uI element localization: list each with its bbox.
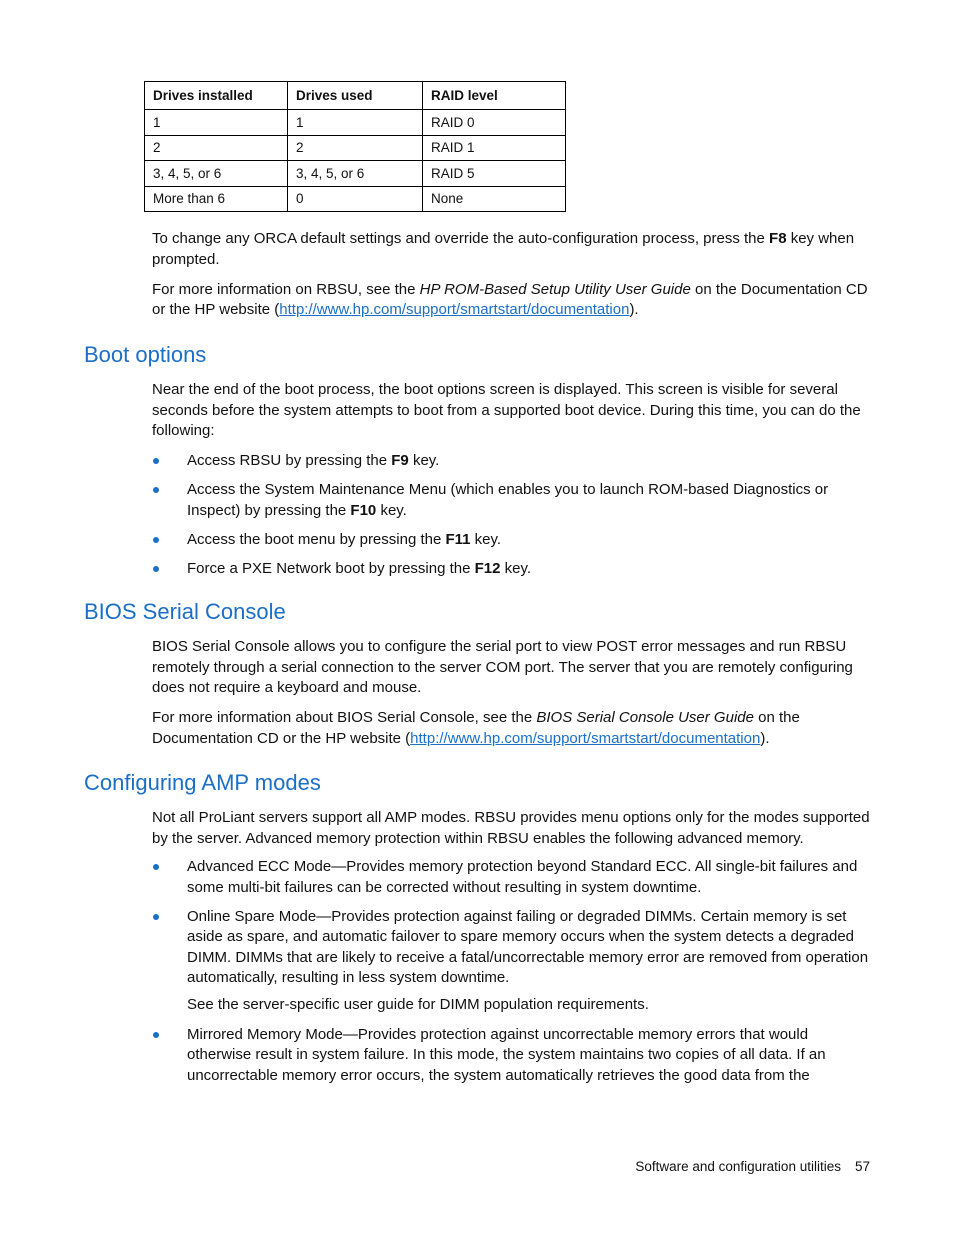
list-item: Advanced ECC Mode—Provides memory protection beyond Standard ECC. All single-bit failures and some multi-bit failures can be corrected without resulting in system downtime. [152, 857, 872, 898]
table-cell: RAID 5 [423, 161, 566, 187]
table-cell: 2 [288, 135, 423, 161]
table-cell: 1 [145, 110, 288, 136]
bios-serial-console-heading: BIOS Serial Console [84, 599, 286, 624]
intro-section [152, 229, 872, 321]
table-header-row [145, 82, 566, 110]
table-cell: 2 [145, 135, 288, 161]
table-row [145, 186, 566, 212]
table-cell: More than 6 [145, 186, 288, 212]
raid-table [144, 81, 566, 212]
page-footer [635, 1159, 870, 1174]
table-cell: 3, 4, 5, or 6 [288, 161, 423, 187]
table-row [145, 110, 566, 136]
boot-options-section [152, 380, 872, 579]
bullet-icon [153, 914, 159, 920]
table-header-cell: Drives installed [145, 82, 288, 110]
bios-serial-console-section [152, 637, 872, 749]
guide-title: HP ROM-Based Setup Utility User Guide [419, 280, 691, 298]
guide-title: BIOS Serial Console User Guide [536, 709, 754, 726]
table-row [145, 161, 566, 187]
table-cell: 0 [288, 186, 423, 212]
list-item: Access the System Maintenance Menu (which enables you to launch ROM-based Diagnostics or Inspect) by pressing the F10 key. [152, 480, 872, 521]
bullet-icon [153, 487, 159, 493]
boot-paragraph: Near the end of the boot process, the boot options screen is displayed. This screen is visible for several seconds before the system attempts to boot from a supported boot device. During this time, you can do the following: [152, 381, 861, 439]
configuring-amp-modes-heading: Configuring AMP modes [84, 770, 321, 795]
table-row [145, 135, 566, 161]
page-number: 57 [854, 1159, 870, 1174]
amp-modes-list [152, 857, 872, 1086]
list-item: Force a PXE Network boot by pressing the F12 key. [152, 559, 872, 580]
amp-paragraph: Not all ProLiant servers support all AMP modes. RBSU provides menu options only for the modes supported by the server. Advanced memory protection within RBSU enables the following advanced memory. [152, 809, 870, 847]
list-item: Access RBSU by pressing the F9 key. [152, 451, 872, 472]
bios-info-paragraph: For more information about BIOS Serial Console, see the BIOS Serial Console User Guide on the Documentation CD or the HP website (http://www.hp.com/support/smartstart/documentation). [152, 709, 800, 747]
orca-paragraph: To change any ORCA default settings and override the auto-configuration process, press the F8 key when prompted. [152, 230, 855, 268]
boot-options-list [152, 451, 872, 579]
table-cell: None [423, 186, 566, 212]
rbsu-info-paragraph: For more information on RBSU, see the HP ROM-Based Setup Utility User Guide on the Documentation CD or the HP website (http://www.hp.com/support/smartstart/documentation). [152, 280, 868, 318]
table-header-cell: Drives used [288, 82, 423, 110]
bios-paragraph: BIOS Serial Console allows you to configure the serial port to view POST error messages and run RBSU remotely through a serial connection to the server COM port. The server that you are remotely configuring does not require a keyboard and mouse. [152, 638, 853, 696]
list-item: Access the boot menu by pressing the F11 key. [152, 530, 872, 551]
footer-section-title: Software and configuration utilities [635, 1159, 841, 1174]
key-f8: F8 [769, 230, 787, 247]
bullet-icon [153, 458, 159, 464]
bullet-icon [153, 537, 159, 543]
bullet-icon [153, 566, 159, 572]
dimm-note: See the server-specific user guide for DIMM population requirements. [187, 996, 649, 1013]
table-cell: 3, 4, 5, or 6 [145, 161, 288, 187]
table-cell: RAID 1 [423, 135, 566, 161]
bullet-icon [153, 864, 159, 870]
table-header-cell: RAID level [423, 82, 566, 110]
amp-modes-section [152, 808, 872, 1086]
bullet-icon [153, 1032, 159, 1038]
table-cell: 1 [288, 110, 423, 136]
list-item: Online Spare Mode—Provides protection against failing or degraded DIMMs. Certain memory is set aside as spare, and automatic failover to spare memory occurs when the system detects a degraded DIMM. DIMMs that are likely to receive a fatal/uncorrectable memory error are removed from operation automatically, resulting in less system downtime. See the server-specific user guide for DIMM population requirements. [152, 907, 872, 1016]
table-cell: RAID 0 [423, 110, 566, 136]
boot-options-heading: Boot options [84, 342, 207, 367]
documentation-link[interactable]: http://www.hp.com/support/smartstart/documentation [279, 301, 630, 318]
list-item: Mirrored Memory Mode—Provides protection against uncorrectable memory errors that would otherwise result in system failure. In this mode, the system maintains two copies of all data. If an uncorrectable memory error occurs, the system automatically retrieves the good data from the [152, 1025, 872, 1087]
documentation-link[interactable]: http://www.hp.com/support/smartstart/documentation [410, 729, 761, 747]
